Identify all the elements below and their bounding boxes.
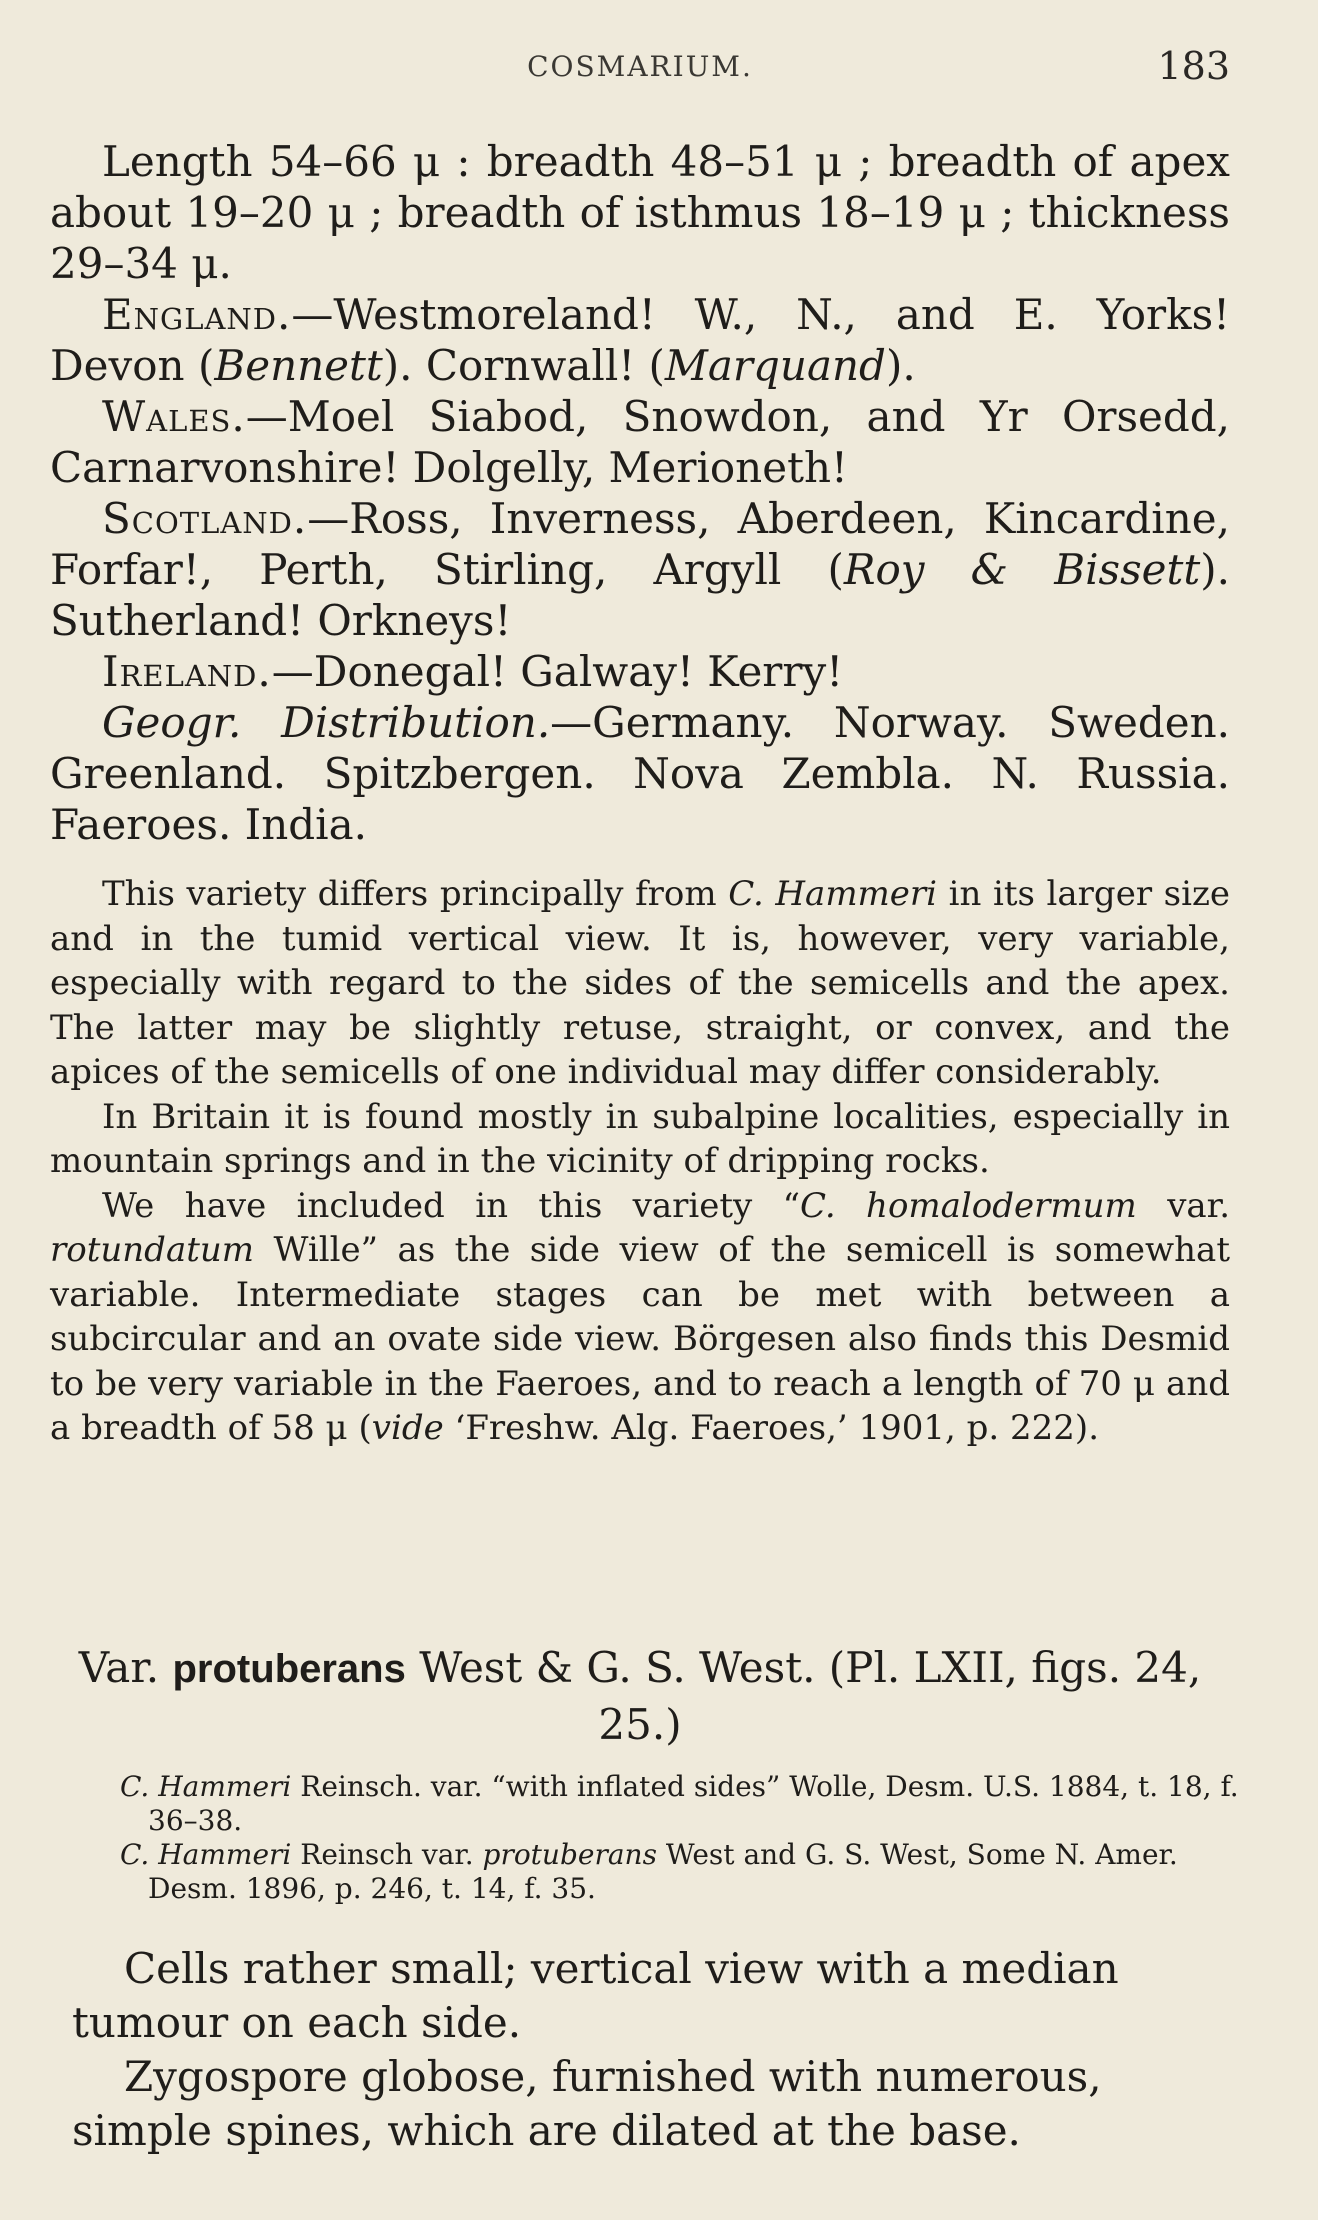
ireland-paragraph xyxy=(50,646,1230,697)
synonym-entry-2 xyxy=(120,1838,1250,1906)
measurements-paragraph: Length 54–66 μ : breadth 48–51 μ ; breadth of apex about 19–20 μ ; breadth of isthmus 18–19 μ ; thickness 29–34 μ. xyxy=(50,137,1230,288)
distribution-text: —Germany. Norway. Sweden. Greenland. Spitzbergen. Nova Zembla. N. Russia. Faeroes. India. xyxy=(50,698,1230,849)
england-italic-a: Bennett xyxy=(214,341,383,390)
notes-paragraph-1 xyxy=(50,872,1230,1095)
england-text-c: ). xyxy=(885,341,916,390)
notes-p3-italic-a: C. homalodermum xyxy=(800,1185,1137,1226)
notes-p3-text-c: Wille” as the side view of the semicell is somewhat variable. Intermediate stages can be met with between a subcircular and an ovate side view. Börgesen also finds this Desmid to be very variable in the Faeroes, and to reach a length of 70 μ and a breadth of 58 μ ( xyxy=(50,1230,1230,1448)
distribution-paragraph xyxy=(50,697,1230,850)
notes-paragraph-3 xyxy=(50,1184,1230,1451)
variety-name: protuberans xyxy=(172,1647,406,1691)
notes-p1-text-b: in its larger size and in the tumid vertical view. It is, however, very variable, especially with regard to the sides of the semicells and the apex. The latter may be slightly retuse, straight, or convex, and the apices of the semicells of one individual may differ considerably. xyxy=(50,874,1230,1092)
wales-label: Wales. xyxy=(102,392,246,441)
england-text-a: —Westmoreland! W., N., and E. Yorks! Devon ( xyxy=(50,290,1230,390)
distribution-section xyxy=(50,136,1230,850)
england-italic-b: Marquand xyxy=(664,341,886,390)
notes-p1-text-a: This variety differs principally from xyxy=(102,874,729,914)
description-section xyxy=(72,1942,1252,2158)
notes-paragraph-2: In Britain it is found mostly in subalpine localities, especially in mountain springs and in the vicinity of dripping rocks. xyxy=(50,1096,1230,1181)
description-paragraph-2: Zygospore globose, furnished with numerous, simple spines, which are dilated at the base. xyxy=(72,2052,1102,2155)
description-paragraph-1: Cells rather small; vertical view with a median tumour on each side. xyxy=(72,1944,1119,2047)
wales-paragraph xyxy=(50,391,1230,493)
distribution-label: Geogr. Distribution. xyxy=(102,698,551,747)
england-text-b: ). Cornwall! ( xyxy=(382,341,665,390)
ireland-text: —Donegal! Galway! Kerry! xyxy=(271,647,844,696)
scotland-text-b: ). Sutherland! Orkneys! xyxy=(50,545,1230,645)
synonym-2-text-a: Reinsch var. xyxy=(291,1838,483,1871)
scotland-label: Scotland. xyxy=(102,494,308,543)
wales-text: —Moel Siabod, Snowdon, and Yr Orsedd, Carnarvonshire! Dolgelly, Merioneth! xyxy=(50,392,1230,492)
england-label: England. xyxy=(102,290,292,339)
notes-section xyxy=(50,872,1230,1451)
synonym-1-text: Reinsch. var. “with inflated sides” Wolle, Desm. U.S. 1884, t. 18, f. 36–38. xyxy=(148,1770,1239,1837)
scotland-italic-a: Roy & Bissett xyxy=(843,545,1201,594)
synonym-2-italic: C. Hammeri xyxy=(120,1838,292,1871)
variety-prefix: Var. xyxy=(78,1643,160,1692)
notes-p3-italic-b: rotundatum xyxy=(50,1230,255,1270)
variety-heading xyxy=(50,1640,1230,1753)
synonymy-list xyxy=(120,1770,1250,1906)
notes-p3-text-b: var. xyxy=(1136,1185,1230,1226)
running-head: COSMARIUM. xyxy=(527,50,753,83)
england-paragraph xyxy=(50,289,1230,391)
page-header xyxy=(50,44,1230,92)
page-number: 183 xyxy=(1157,44,1230,88)
ireland-label: Ireland. xyxy=(102,647,272,696)
scotland-paragraph xyxy=(50,493,1230,646)
notes-p3-italic-c: vide xyxy=(371,1408,444,1448)
notes-p3-text-d: ‘Freshw. Alg. Faeroes,’ 1901, p. 222). xyxy=(443,1408,1099,1448)
scotland-text-a: —Ross, Inverness, Aberdeen, Kincardine, Forfar!, Perth, Stirling, Argyll ( xyxy=(50,494,1230,594)
synonym-2-text-b: West and G. S. West, Some N. Amer. Desm. 1896, p. 246, t. 14, f. 35. xyxy=(148,1838,1178,1905)
variety-authority: West & G. S. West. (Pl. LXII, figs. 24, 25.) xyxy=(405,1643,1202,1749)
notes-p1-italic: C. Hammeri xyxy=(728,874,938,914)
synonym-entry-1 xyxy=(120,1770,1250,1838)
synonym-2-italic-b: protuberans xyxy=(482,1838,657,1871)
notes-p3-text-a: We have included in this variety “ xyxy=(102,1185,801,1226)
synonym-1-italic: C. Hammeri xyxy=(120,1770,292,1803)
